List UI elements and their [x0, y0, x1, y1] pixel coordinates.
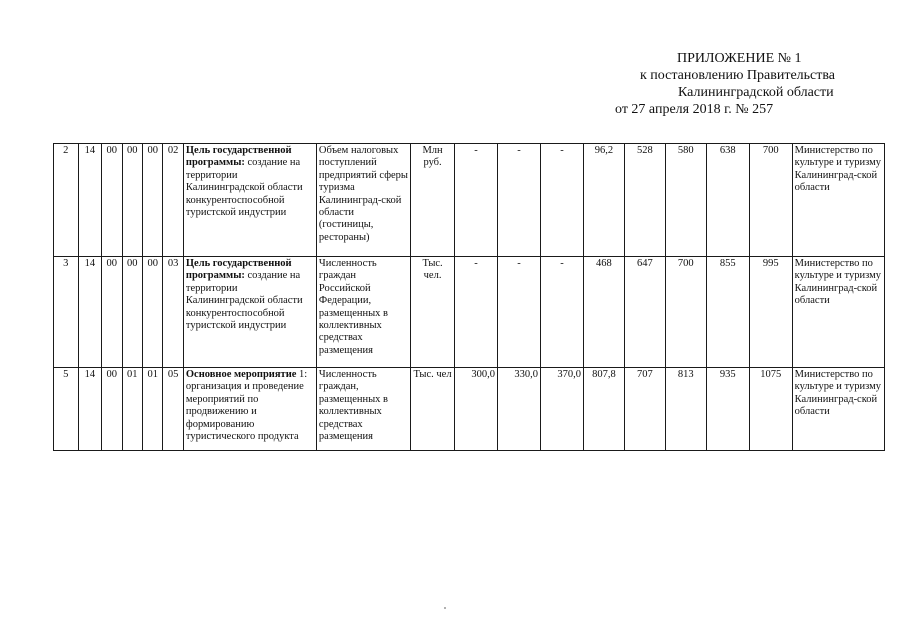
value-cell: 468 [583, 257, 624, 368]
code-cell: 01 [142, 368, 162, 451]
goal-title: Основное мероприятие [185, 369, 297, 380]
table-row [54, 368, 885, 451]
code-cell: 00 [102, 257, 122, 368]
goal-cell [183, 368, 316, 451]
goal-cell [183, 144, 316, 257]
value-cell: - [455, 257, 498, 368]
value-cell: 647 [624, 257, 665, 368]
table-row [54, 257, 885, 368]
code-cell: 00 [102, 368, 122, 451]
row-number: 2 [54, 144, 79, 257]
value-cell: - [498, 257, 541, 368]
value-cell: - [541, 257, 584, 368]
indicator-cell: Объем налоговых поступлений предприятий сферы туризма Калининград-ской области (гостиницы, рестораны) [316, 144, 410, 257]
appendix-subtitle: к постановлению Правительства [640, 68, 836, 83]
scan-speck [444, 607, 446, 609]
value-cell: 700 [665, 257, 706, 368]
value-cell: 707 [624, 368, 665, 451]
appendix-title: ПРИЛОЖЕНИЕ № 1 [677, 51, 802, 66]
value-cell: 995 [749, 257, 792, 368]
value-cell: 638 [706, 144, 749, 257]
row-number: 5 [54, 368, 79, 451]
goal-cell [183, 257, 316, 368]
value-cell: 855 [706, 257, 749, 368]
value-cell: 1075 [749, 368, 792, 451]
value-cell: 580 [665, 144, 706, 257]
goal-text: 1: организация и проведение мероприятий по продвижению и формированию туристического продукта [185, 369, 308, 443]
code-cell: 14 [78, 368, 102, 451]
code-cell: 03 [163, 257, 183, 368]
value-cell: - [541, 144, 584, 257]
value-cell: 330,0 [498, 368, 541, 451]
code-cell: 00 [122, 257, 142, 368]
value-cell: - [498, 144, 541, 257]
ministry-cell: Министерство по культуре и туризму Калининград-ской области [792, 144, 884, 257]
unit-cell: Млн руб. [411, 144, 455, 257]
code-cell: 05 [163, 368, 183, 451]
indicator-cell: Численность граждан Российской Федерации, размещенных в коллективных средствах размещения [316, 257, 410, 368]
goal-text: создание на территории Калининградской области конкурентоспособной туристской индустрии [185, 270, 303, 332]
code-cell: 02 [163, 144, 183, 257]
value-cell: 935 [706, 368, 749, 451]
unit-cell: Тыс. чел. [411, 257, 455, 368]
value-cell: 807,8 [583, 368, 624, 451]
goal-title: Цель государственной программы: [185, 258, 292, 282]
ministry-cell: Министерство по культуре и туризму Калининград-ской области [792, 368, 884, 451]
row-number: 3 [54, 257, 79, 368]
appendix-date-number: от 27 апреля 2018 г. № 257 [615, 102, 774, 117]
code-cell: 14 [78, 144, 102, 257]
value-cell: 370,0 [541, 368, 584, 451]
value-cell: 700 [749, 144, 792, 257]
table-row [54, 144, 885, 257]
goal-title: Цель государственной программы: [185, 145, 292, 169]
code-cell: 01 [122, 368, 142, 451]
value-cell: - [455, 144, 498, 257]
unit-cell: Тыс. чел [411, 368, 455, 451]
goal-text: создание на территории Калининградской области конкурентоспособной туристской индустрии [185, 157, 303, 219]
indicators-table [53, 143, 885, 451]
code-cell: 00 [142, 257, 162, 368]
appendix-region: Калининградской области [678, 85, 834, 100]
code-cell: 00 [122, 144, 142, 257]
value-cell: 96,2 [583, 144, 624, 257]
value-cell: 300,0 [455, 368, 498, 451]
code-cell: 14 [78, 257, 102, 368]
indicator-cell: Численность граждан, размещенных в коллективных средствах размещения [316, 368, 410, 451]
ministry-cell: Министерство по культуре и туризму Калининград-ской области [792, 257, 884, 368]
value-cell: 528 [624, 144, 665, 257]
code-cell: 00 [102, 144, 122, 257]
code-cell: 00 [142, 144, 162, 257]
value-cell: 813 [665, 368, 706, 451]
